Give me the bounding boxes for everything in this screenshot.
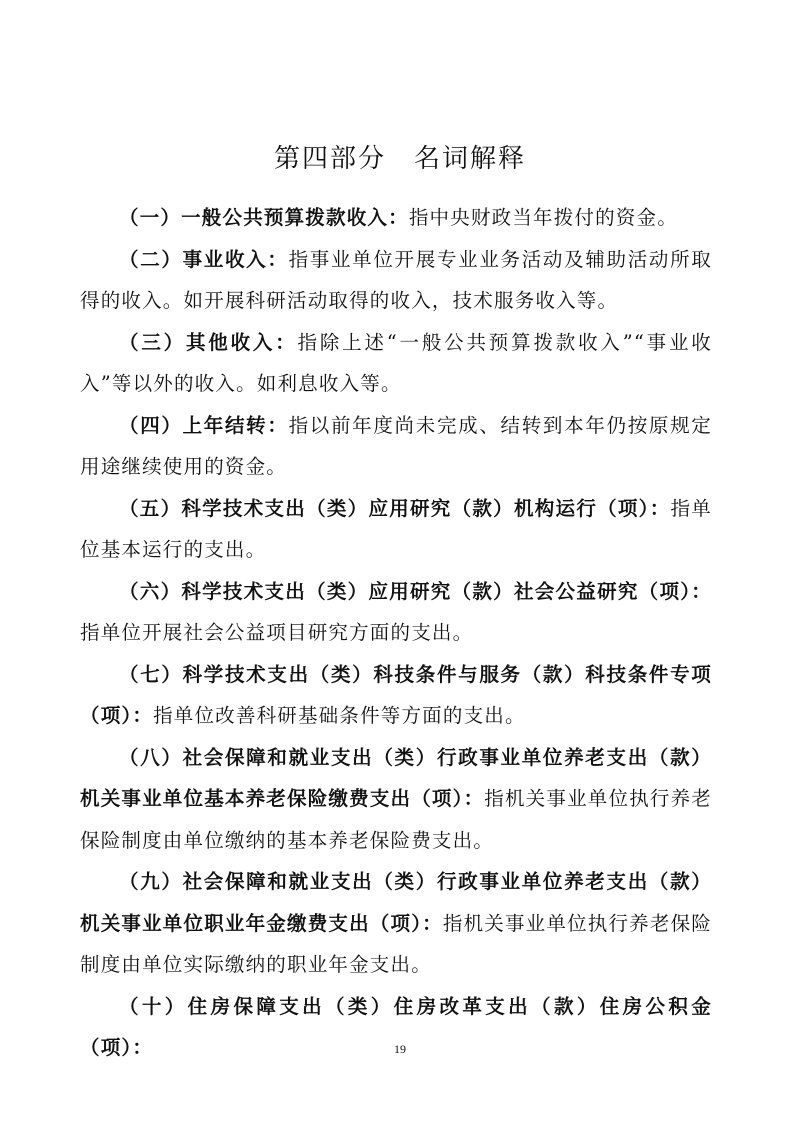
definition-item-8 xyxy=(80,737,712,862)
definition-item-2 xyxy=(80,239,712,322)
definition-text: 指单位改善科研基础条件等方面的支出。 xyxy=(153,704,526,727)
definition-term: （二）事业收入： xyxy=(119,247,289,271)
page-number: 19 xyxy=(394,1042,406,1056)
definition-text: 指单位开展社会公益项目研究方面的支出。 xyxy=(80,621,474,644)
definition-text: 指中央财政当年拨付的资金。 xyxy=(408,206,678,229)
definition-term: （七）科学技术支出（类）科技条件与服务（款）科技条件专项（项）： xyxy=(80,662,712,727)
definition-item-6 xyxy=(80,571,712,654)
definition-text: 指除上述“一般公共预算拨款收入”“事业收入”等以外的收入。如利息收入等。 xyxy=(80,330,712,395)
definition-term: （四）上年结转： xyxy=(119,413,289,437)
definition-term: （六）科学技术支出（类）应用研究（款）社会公益研究（项）： xyxy=(119,579,712,603)
definition-text: 指事业单位开展专业业务活动及辅助活动所取得的收入。如开展科研活动取得的收入，技术服务收入等。 xyxy=(80,247,712,312)
section-title: 第四部分 名词解释 xyxy=(273,144,526,174)
definition-item-7 xyxy=(80,654,712,737)
definition-text: 指单位基本运行的支出。 xyxy=(80,496,713,561)
definition-term: （三）其他收入： xyxy=(119,330,298,354)
definition-item-4 xyxy=(80,405,712,488)
definition-term: （十）住房保障支出（类）住房改革支出（款）住房公积金（项）： xyxy=(80,994,712,1059)
definitions-list xyxy=(80,197,712,1069)
definition-term: （五）科学技术支出（类）应用研究（款）机构运行（项）： xyxy=(119,496,671,520)
definition-term: （九）社会保障和就业支出（类）行政事业单位养老支出（款）机关事业单位职业年金缴费支出（项）： xyxy=(80,870,712,935)
definition-text: 指以前年度尚未完成、结转到本年仍按原规定用途继续使用的资金。 xyxy=(80,413,712,478)
definition-text: 指机关事业单位执行养老保险制度由单位实际缴纳的职业年金支出。 xyxy=(80,911,712,976)
definition-term: （一）一般公共预算拨款收入： xyxy=(119,206,409,229)
definition-text: 指机关事业单位执行养老保险制度由单位缴纳的基本养老保险费支出。 xyxy=(80,787,712,852)
definition-item-5 xyxy=(80,488,712,571)
definition-item-3 xyxy=(80,322,712,405)
definition-item-9 xyxy=(80,861,712,986)
definition-term: （八）社会保障和就业支出（类）行政事业单位养老支出（款）机关事业单位基本养老保险缴费支出（项）： xyxy=(80,745,712,810)
definition-item-1 xyxy=(80,197,712,239)
